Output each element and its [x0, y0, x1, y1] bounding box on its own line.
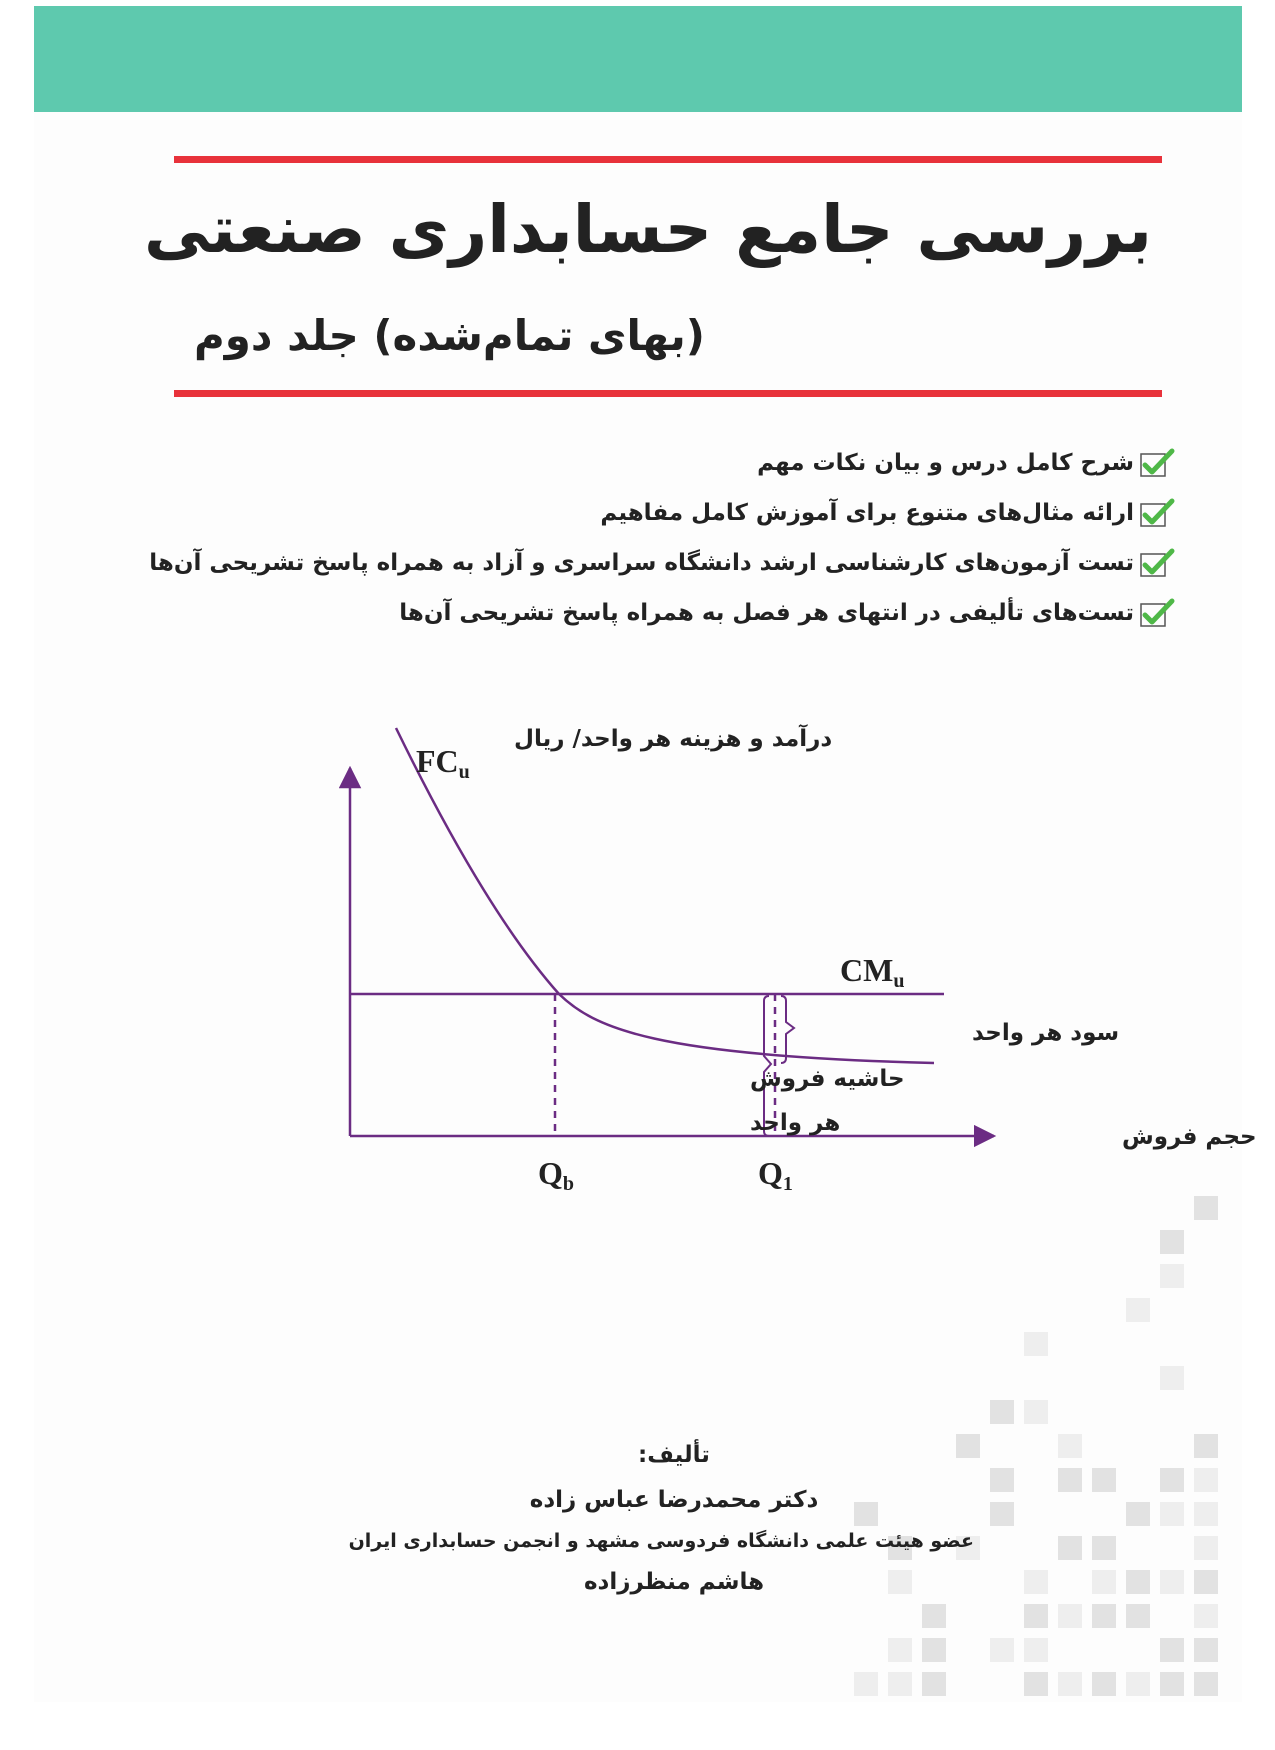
pattern-square	[1092, 1570, 1116, 1594]
pattern-square	[1058, 1672, 1082, 1696]
pattern-square	[1058, 1468, 1082, 1492]
pattern-square	[1194, 1604, 1218, 1628]
pattern-square	[1024, 1400, 1048, 1424]
pattern-square	[1160, 1672, 1184, 1696]
pattern-square	[922, 1638, 946, 1662]
pattern-square	[1160, 1638, 1184, 1662]
pattern-square	[1058, 1434, 1082, 1458]
pattern-square	[922, 1672, 946, 1696]
pattern-square	[1160, 1366, 1184, 1390]
profit-bracket	[781, 996, 794, 1063]
pattern-square	[1194, 1196, 1218, 1220]
pattern-square	[1126, 1604, 1150, 1628]
x-axis-label: حجم فروش	[1122, 1124, 1257, 1150]
y-axis-label: درآمد و هزینه هر واحد/ ریال	[514, 726, 833, 752]
pattern-square	[1194, 1672, 1218, 1696]
pattern-square	[888, 1672, 912, 1696]
profit-label: سود هر واحد	[972, 1020, 1120, 1046]
author-block	[348, 1431, 974, 1603]
pattern-square	[1160, 1468, 1184, 1492]
fc-label: FCu	[416, 743, 470, 783]
check-icon	[1140, 548, 1174, 578]
bottom-red-rule	[174, 390, 1162, 397]
pattern-square	[1092, 1604, 1116, 1628]
check-icon	[1140, 598, 1174, 628]
pattern-square	[1160, 1502, 1184, 1526]
pattern-square	[1092, 1672, 1116, 1696]
pattern-square	[1092, 1536, 1116, 1560]
author-affiliation: عضو هیئت علمی دانشگاه فردوسی مشهد و انجمن حسابداری ایران	[348, 1530, 974, 1552]
pattern-square	[1024, 1638, 1048, 1662]
feature-item	[149, 438, 1174, 488]
pattern-square	[888, 1638, 912, 1662]
author-name-2: هاشم منظرزاده	[583, 1569, 765, 1595]
feature-text: شرح کامل درس و بیان نکات مهم	[757, 450, 1134, 476]
pattern-square	[1024, 1672, 1048, 1696]
pattern-square	[922, 1604, 946, 1628]
pattern-square	[1126, 1502, 1150, 1526]
author-name-1: دکتر محمدرضا عباس زاده	[529, 1487, 819, 1513]
pattern-square	[1126, 1672, 1150, 1696]
top-red-rule	[174, 156, 1162, 163]
pattern-square	[1024, 1332, 1048, 1356]
pattern-square	[1194, 1638, 1218, 1662]
pattern-square	[1194, 1536, 1218, 1560]
pattern-square	[1126, 1298, 1150, 1322]
feature-item	[149, 488, 1174, 538]
pattern-square	[990, 1468, 1014, 1492]
feature-list	[149, 438, 1174, 638]
book-title: بررسی جامع حسابداری صنعتی	[144, 191, 1152, 268]
fc-curve	[396, 728, 934, 1063]
margin-label-line-1: حاشیه فروش	[750, 1066, 905, 1092]
pattern-square	[1126, 1570, 1150, 1594]
book-subtitle: (بهای تمام‌شده) جلد دوم	[194, 311, 705, 360]
check-icon	[1140, 448, 1174, 478]
feature-text: ارائه مثال‌های متنوع برای آموزش کامل مفاهیم	[600, 500, 1134, 526]
pattern-square	[990, 1502, 1014, 1526]
pattern-square	[1024, 1604, 1048, 1628]
feature-text: تست‌های تألیفی در انتهای هر فصل به همراه پاسخ تشریحی آن‌ها	[399, 600, 1134, 626]
feature-item	[149, 538, 1174, 588]
pattern-square	[1058, 1536, 1082, 1560]
pattern-square	[1194, 1468, 1218, 1492]
book-cover	[34, 6, 1257, 1702]
feature-item	[149, 588, 1174, 638]
pattern-square	[1160, 1570, 1184, 1594]
pattern-square	[1058, 1604, 1082, 1628]
check-icon	[1140, 498, 1174, 528]
pattern-square	[1092, 1468, 1116, 1492]
pattern-square	[1194, 1570, 1218, 1594]
feature-text: تست آزمون‌های کارشناسی ارشد دانشگاه سراسری و آزاد به همراه پاسخ تشریحی آن‌ها	[149, 550, 1134, 576]
pattern-square	[990, 1638, 1014, 1662]
cm-label: CMu	[840, 952, 905, 992]
q1-label: Q1	[758, 1155, 793, 1195]
pattern-square	[1194, 1502, 1218, 1526]
margin-label-line-2: هر واحد	[750, 1110, 841, 1136]
pattern-square	[1024, 1570, 1048, 1594]
pattern-square	[854, 1672, 878, 1696]
pattern-square	[990, 1400, 1014, 1424]
pattern-square	[1160, 1230, 1184, 1254]
qb-label: Qb	[538, 1155, 575, 1195]
pattern-square	[1194, 1434, 1218, 1458]
top-color-band	[34, 6, 1242, 112]
author-label: تألیف:	[638, 1442, 710, 1468]
pattern-square	[1160, 1264, 1184, 1288]
